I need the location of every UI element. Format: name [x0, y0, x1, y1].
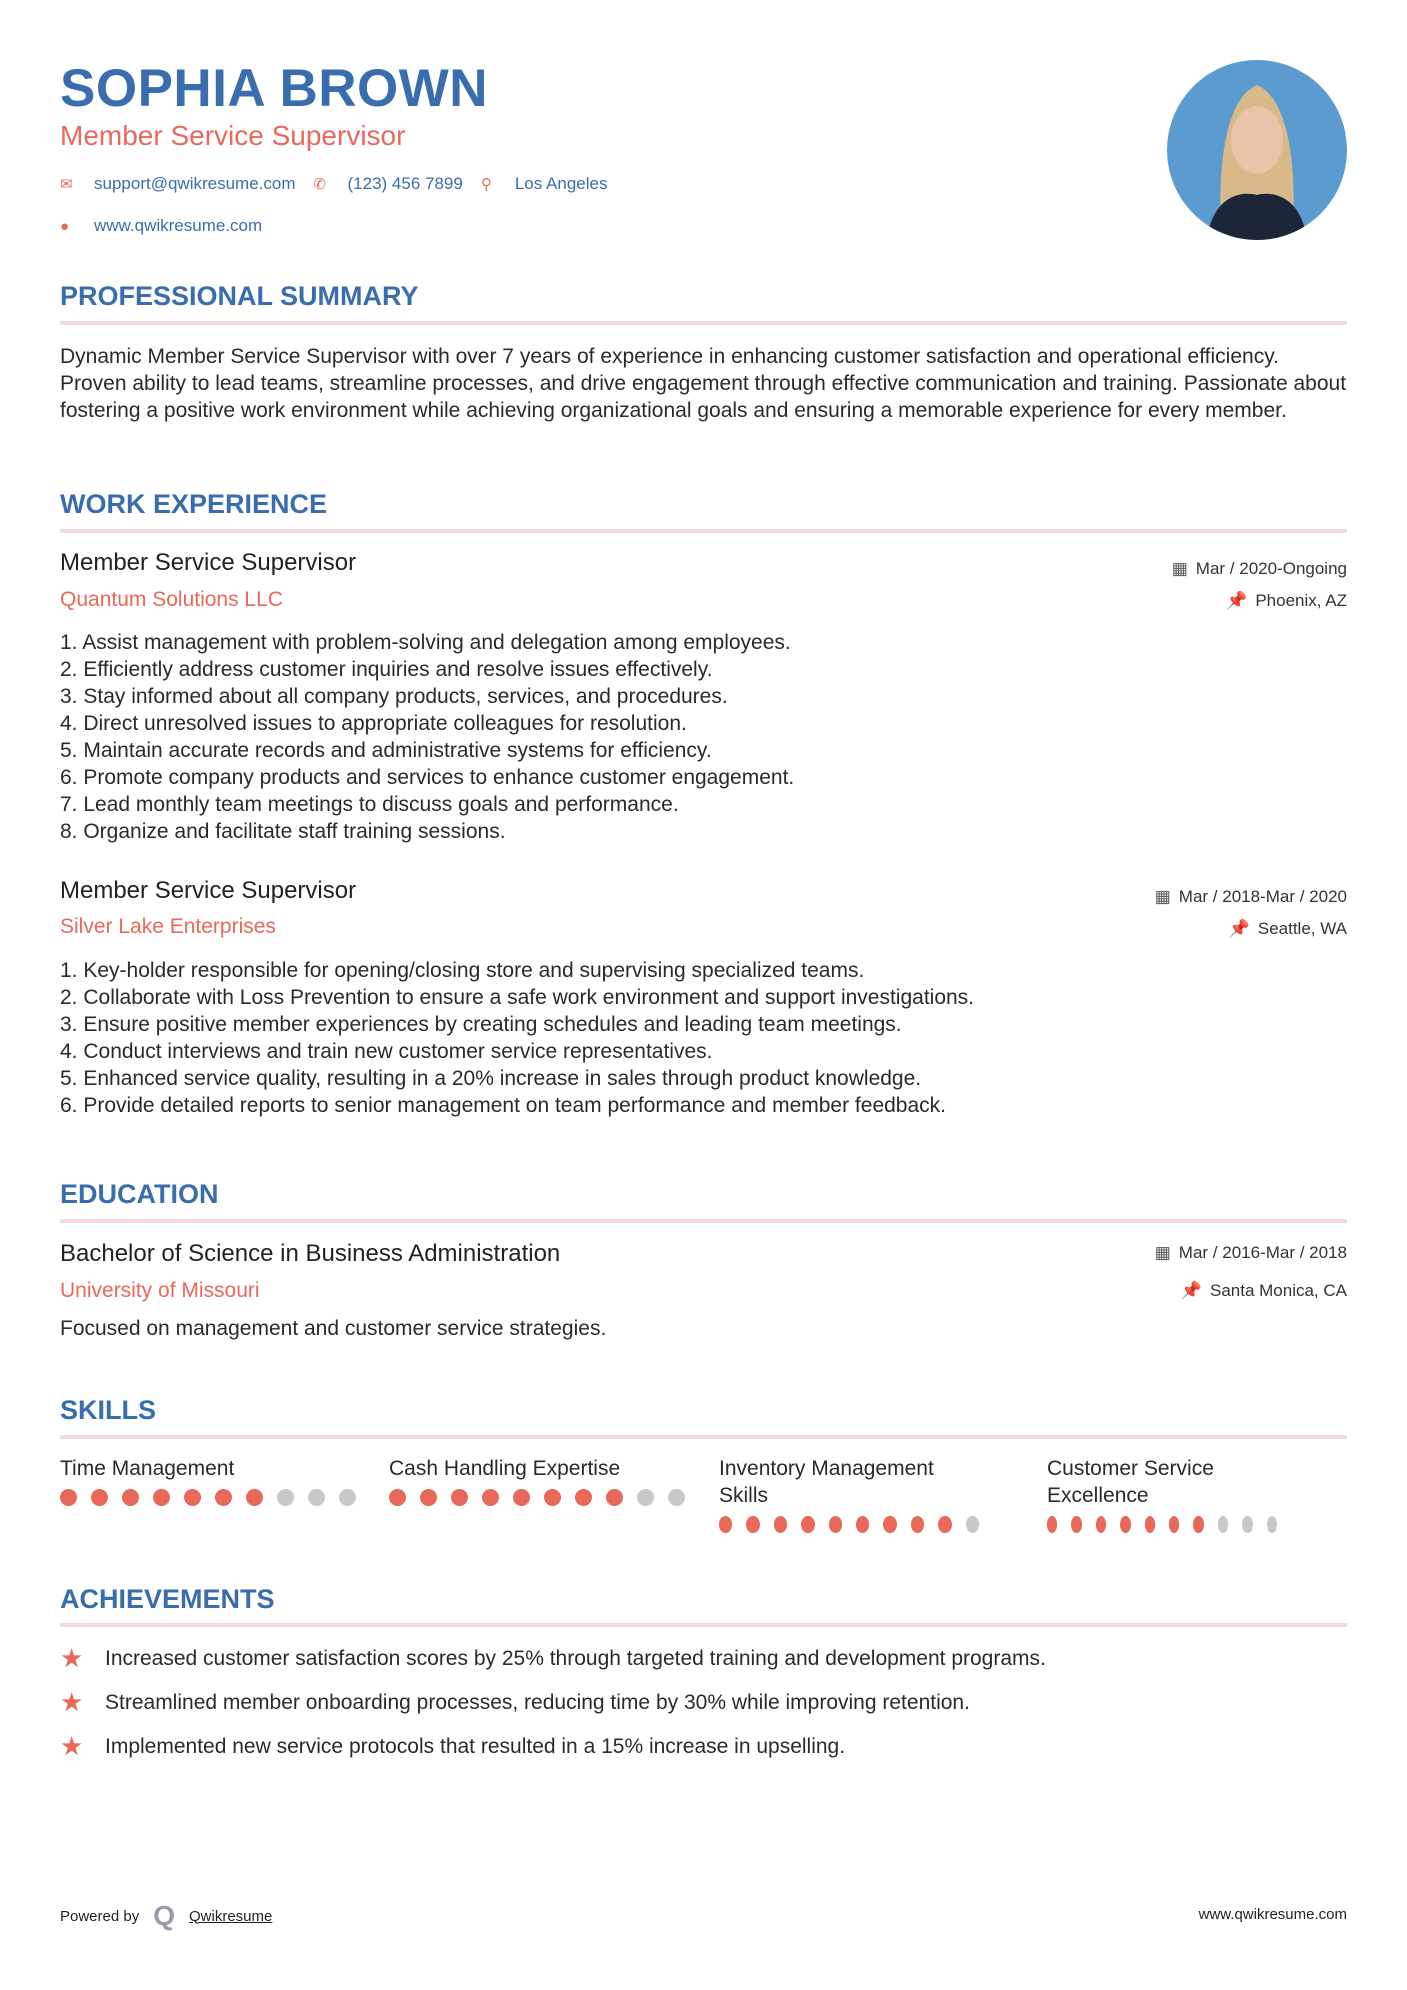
skill-name: Time Management [60, 1457, 235, 1480]
rating-dot-empty [637, 1489, 654, 1506]
list-item: 7. Lead monthly team meetings to discuss goals and performance. [60, 793, 679, 816]
rating-dot-filled [606, 1489, 623, 1506]
mail-icon: ✉ [60, 176, 73, 193]
footer-powered [60, 1900, 272, 1932]
list-item: 1. Assist management with problem-solving and delegation among employees. [60, 631, 791, 654]
calendar-icon: ▦ [1154, 1243, 1171, 1262]
website-row [60, 216, 280, 236]
phone-icon: ✆ [313, 176, 327, 193]
rating-dot-filled [856, 1516, 869, 1533]
rating-dot-filled [1096, 1516, 1106, 1533]
job-date-text: Mar / 2018-Mar / 2020 [1178, 887, 1347, 906]
skill-name: Customer Service Excellence [1047, 1457, 1214, 1507]
experience-heading: WORK EXPERIENCE [60, 489, 328, 519]
rating-dot-filled [91, 1489, 108, 1506]
rating-dot-filled [575, 1489, 592, 1506]
brand-link[interactable]: Qwikresume [189, 1907, 273, 1925]
divider [60, 1219, 1347, 1223]
divider [60, 1623, 1347, 1627]
list-item: 1. Key-holder responsible for opening/closing store and supervising specialized teams. [60, 959, 865, 982]
list-item: 3. Stay informed about all company products, services, and procedures. [60, 685, 728, 708]
list-item: 6. Provide detailed reports to senior management on team performance and member feedback. [60, 1094, 946, 1117]
qwikresume-logo-icon: Q [153, 1900, 175, 1931]
skill-rating [389, 1489, 689, 1506]
rating-dot-empty [1218, 1516, 1228, 1533]
job-company: Silver Lake Enterprises [60, 915, 276, 938]
email-link[interactable]: support@qwikresume.com [94, 174, 296, 193]
rating-dot-filled [184, 1489, 201, 1506]
globe-icon: ● [60, 217, 70, 235]
education-location-text: Santa Monica, CA [1209, 1281, 1347, 1300]
contact-row [60, 174, 625, 194]
rating-dot-filled [1145, 1516, 1155, 1533]
candidate-name: SOPHIA BROWN [60, 59, 489, 118]
rating-dot-filled [911, 1516, 924, 1533]
list-item: 6. Promote company products and services to enhance customer engagement. [60, 766, 795, 789]
rating-dot-empty [308, 1489, 325, 1506]
rating-dot-filled [482, 1489, 499, 1506]
achievement-item [60, 1687, 970, 1718]
job-location [1229, 919, 1347, 939]
rating-dot-filled [153, 1489, 170, 1506]
achievement-text: Streamlined member onboarding processes, reducing time by 30% while improving retention. [105, 1690, 970, 1714]
rating-dot-filled [1169, 1516, 1179, 1533]
rating-dot-filled [1071, 1516, 1081, 1533]
job-date [1155, 887, 1347, 907]
job-title: Member Service Supervisor [60, 877, 357, 904]
skill [60, 1455, 360, 1506]
list-item: 2. Efficiently address customer inquiries and resolve issues effectively. [60, 658, 713, 681]
rating-dot-filled [883, 1516, 896, 1533]
rating-dot-filled [801, 1516, 814, 1533]
website-link[interactable]: www.qwikresume.com [94, 216, 263, 235]
list-item: 5. Enhanced service quality, resulting in a 20% increase in sales through product knowledge. [60, 1067, 922, 1090]
calendar-icon: ▦ [1171, 559, 1188, 578]
education-location [1181, 1281, 1347, 1301]
education-date [1155, 1243, 1347, 1263]
job-duties [60, 629, 794, 845]
achievements-heading: ACHIEVEMENTS [60, 1584, 275, 1614]
rating-dot-filled [1120, 1516, 1130, 1533]
rating-dot-filled [1047, 1516, 1057, 1533]
rating-dot-filled [544, 1489, 561, 1506]
list-item: 4. Direct unresolved issues to appropriate colleagues for resolution. [60, 712, 687, 735]
achievement-text: Increased customer satisfaction scores by 25% through targeted training and development programs. [105, 1646, 1046, 1670]
rating-dot-empty [966, 1516, 979, 1533]
rating-dot-filled [938, 1516, 951, 1533]
skill-rating [719, 1516, 979, 1533]
divider [60, 1435, 1347, 1439]
job-company: Quantum Solutions LLC [60, 588, 283, 611]
rating-dot-empty [1242, 1516, 1252, 1533]
skill-name: Inventory Management Skills [719, 1457, 934, 1507]
phone-text: (123) 456 7899 [347, 174, 463, 193]
calendar-icon: ▦ [1154, 887, 1171, 906]
job-location-text: Seattle, WA [1257, 919, 1347, 938]
education-heading: EDUCATION [60, 1179, 219, 1209]
summary-text: Dynamic Member Service Supervisor with over 7 years of experience in enhancing customer satisfaction and operational efficiency. Proven ability to lead teams, streamline processes, and drive engagement through effective communication and training. Passionate about fostering a positive work environment while achieving organizational goals and ensuring a memorable experience for every member. [60, 345, 1347, 422]
rating-dot-filled [746, 1516, 759, 1533]
achievement-text: Implemented new service protocols that resulted in a 15% increase in upselling. [105, 1734, 846, 1758]
rating-dot-filled [451, 1489, 468, 1506]
job-title: Member Service Supervisor [60, 549, 357, 576]
education-date-text: Mar / 2016-Mar / 2018 [1178, 1243, 1347, 1262]
star-icon: ★ [60, 1731, 84, 1761]
education-description: Focused on management and customer service strategies. [60, 1317, 607, 1340]
location-text: Los Angeles [514, 174, 608, 193]
degree: Bachelor of Science in Business Administration [60, 1240, 561, 1267]
footer-website[interactable]: www.qwikresume.com [1198, 1906, 1347, 1923]
job-duties [60, 957, 974, 1119]
rating-dot-filled [774, 1516, 787, 1533]
list-item: 4. Conduct interviews and train new customer service representatives. [60, 1040, 713, 1063]
divider [60, 321, 1347, 325]
profile-photo [1167, 60, 1347, 240]
achievement-item [60, 1643, 1046, 1674]
skill [389, 1455, 689, 1506]
rating-dot-filled [829, 1516, 842, 1533]
summary-heading: PROFESSIONAL SUMMARY [60, 281, 419, 311]
list-item: 2. Collaborate with Loss Prevention to ensure a safe work environment and support investigations. [60, 986, 975, 1009]
powered-by-text: Powered by [60, 1907, 140, 1925]
rating-dot-filled [122, 1489, 139, 1506]
school: University of Missouri [60, 1279, 260, 1302]
rating-dot-empty [277, 1489, 294, 1506]
rating-dot-filled [513, 1489, 530, 1506]
candidate-title: Member Service Supervisor [60, 120, 406, 151]
job-date [1172, 559, 1347, 579]
skill-rating [60, 1489, 360, 1506]
job-location [1226, 591, 1347, 611]
achievement-item [60, 1731, 845, 1762]
pin-icon: 📌 [1180, 1281, 1202, 1300]
rating-dot-filled [60, 1489, 77, 1506]
skill [1047, 1455, 1277, 1533]
rating-dot-empty [1267, 1516, 1277, 1533]
skill [719, 1455, 979, 1533]
rating-dot-filled [246, 1489, 263, 1506]
rating-dot-empty [668, 1489, 685, 1506]
list-item: 5. Maintain accurate records and administrative systems for efficiency. [60, 739, 712, 762]
skill-name: Cash Handling Expertise [389, 1457, 621, 1480]
list-item: 8. Organize and facilitate staff training sessions. [60, 820, 506, 843]
job-date-text: Mar / 2020-Ongoing [1195, 559, 1347, 578]
rating-dot-empty [339, 1489, 356, 1506]
rating-dot-filled [215, 1489, 232, 1506]
list-item: 3. Ensure positive member experiences by creating schedules and leading team meetings. [60, 1013, 902, 1036]
star-icon: ★ [60, 1687, 84, 1717]
skills-heading: SKILLS [60, 1395, 157, 1425]
rating-dot-filled [420, 1489, 437, 1506]
divider [60, 529, 1347, 533]
star-icon: ★ [60, 1643, 84, 1673]
rating-dot-filled [389, 1489, 406, 1506]
job-location-text: Phoenix, AZ [1255, 591, 1347, 610]
rating-dot-filled [719, 1516, 732, 1533]
pin-icon: 📌 [1228, 919, 1250, 938]
map-pin-icon: ⚲ [480, 176, 492, 193]
rating-dot-filled [1193, 1516, 1203, 1533]
skill-rating [1047, 1516, 1277, 1533]
pin-icon: 📌 [1226, 591, 1248, 610]
